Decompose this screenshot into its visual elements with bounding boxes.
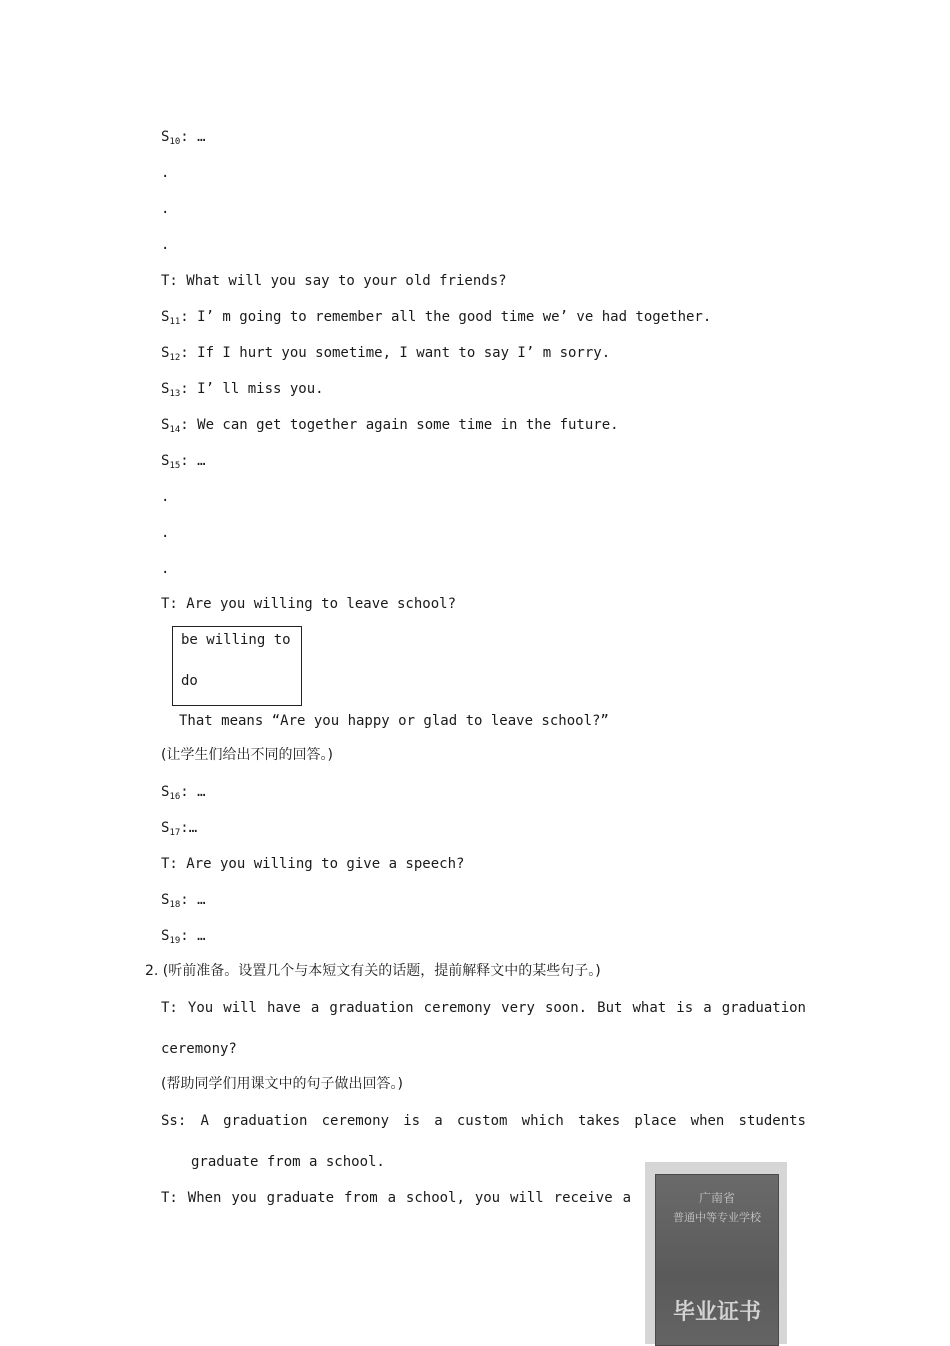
- ellipsis-dot: .: [161, 165, 170, 181]
- speaker-letter: S: [161, 820, 170, 836]
- speaker-number: 10: [169, 137, 181, 147]
- speaker-text: : …: [180, 453, 206, 469]
- speaker-text: :…: [180, 820, 198, 836]
- speaker-line-s16: [161, 783, 206, 806]
- speaker-number: 12: [169, 353, 181, 363]
- speaker-letter: S: [161, 309, 170, 325]
- speaker-text: : …: [180, 129, 206, 145]
- section-item-2: 2. (听前准备。设置几个与本短文有关的话题，提前解释文中的某些句子。): [145, 963, 601, 979]
- speaker-number: 11: [169, 317, 181, 327]
- teacher-line: T: What will you say to your old friends?: [161, 273, 507, 289]
- speaker-letter: S: [161, 129, 170, 145]
- speaker-text: : …: [180, 928, 206, 944]
- teacher-line: T: You will have a graduation ceremony very soon. But what is a graduation: [161, 1000, 806, 1016]
- phrase-box: [172, 626, 302, 706]
- speaker-line-s19: [161, 927, 206, 950]
- speaker-number: 19: [169, 936, 181, 946]
- speaker-number: 14: [169, 425, 181, 435]
- graduation-certificate-image: [645, 1162, 787, 1344]
- speaker-letter: S: [161, 928, 170, 944]
- teacher-line: T: Are you willing to give a speech?: [161, 856, 465, 872]
- ellipsis-dot: .: [161, 237, 170, 253]
- students-line: Ss: A graduation ceremony is a custom which takes place when students: [161, 1113, 806, 1129]
- teacher-line-continued: ceremony?: [161, 1041, 237, 1057]
- speaker-line-s18: [161, 891, 206, 914]
- speaker-text: : …: [180, 784, 206, 800]
- speaker-text: : I’ m going to remember all the good time we’ ve had together.: [180, 309, 712, 325]
- certificate-province: 广南省: [698, 1191, 735, 1205]
- speaker-number: 18: [169, 900, 181, 910]
- speaker-number: 16: [169, 792, 181, 802]
- speaker-letter: S: [161, 784, 170, 800]
- speaker-letter: S: [161, 417, 170, 433]
- certificate-cover: [655, 1174, 779, 1346]
- teacher-line: T: When you graduate from a school, you will receive a: [161, 1190, 631, 1206]
- speaker-letter: S: [161, 345, 170, 361]
- speaker-line-s13: [161, 380, 324, 403]
- speaker-line-s11: [161, 308, 711, 331]
- speaker-text: : We can get together again some time in the future.: [180, 417, 619, 433]
- explanation-line: That means “Are you happy or glad to leave school?”: [179, 713, 609, 729]
- speaker-line-s12: [161, 344, 610, 367]
- certificate-title: 毕业证书: [672, 1300, 761, 1325]
- certificate-school: 普通中等专业学校: [673, 1211, 761, 1224]
- ellipsis-dot: .: [161, 201, 170, 217]
- speaker-letter: S: [161, 453, 170, 469]
- speaker-line-s14: [161, 416, 619, 439]
- ellipsis-dot: .: [161, 489, 170, 505]
- speaker-text: : I’ ll miss you.: [180, 381, 324, 397]
- speaker-number: 17: [169, 828, 181, 838]
- instruction-note: (让学生们给出不同的回答。): [161, 747, 333, 763]
- students-line-continued: graduate from a school.: [191, 1154, 385, 1170]
- speaker-line-s17: [161, 819, 197, 842]
- speaker-number: 15: [169, 461, 181, 471]
- speaker-letter: S: [161, 892, 170, 908]
- speaker-text: : …: [180, 892, 206, 908]
- ellipsis-dot: .: [161, 525, 170, 541]
- phrase-box-line: do: [181, 673, 198, 689]
- speaker-line-s15: [161, 452, 206, 475]
- speaker-text: : If I hurt you sometime, I want to say I’ m sorry.: [180, 345, 611, 361]
- speaker-line-s10: [161, 128, 206, 151]
- instruction-note: (帮助同学们用课文中的句子做出回答。): [161, 1076, 403, 1092]
- phrase-box-line: be willing to: [181, 632, 291, 648]
- speaker-number: 13: [169, 389, 181, 399]
- teacher-line: T: Are you willing to leave school?: [161, 596, 457, 612]
- speaker-letter: S: [161, 381, 170, 397]
- ellipsis-dot: .: [161, 561, 170, 577]
